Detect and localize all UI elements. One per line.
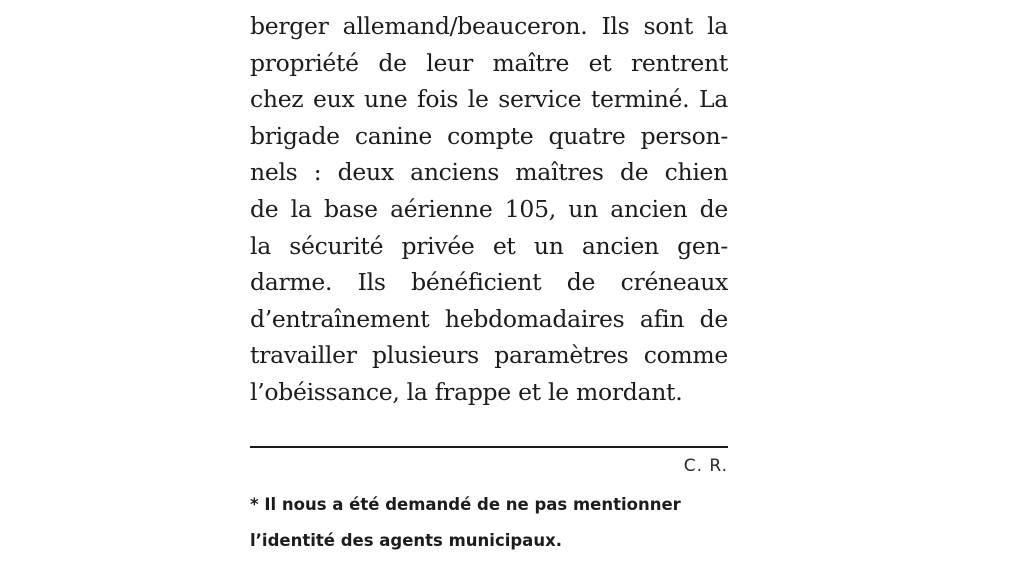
article-line: l’obéissance, la frappe et le mordant.	[250, 377, 683, 406]
footnote-line: * Il nous a été demandé de ne pas mentionner	[250, 495, 681, 514]
article-line: d’entraînement hebdomadaires afin de	[250, 304, 728, 333]
article-line: nels : deux anciens maîtres de chien	[250, 158, 728, 187]
article-line: chez eux une fois le service terminé. La	[250, 85, 728, 114]
article-column	[250, 8, 728, 411]
article-line: la sécurité privée et un ancien gen-	[250, 231, 728, 260]
footnote-line: l’identité des agents municipaux.	[250, 531, 562, 550]
article-line: brigade canine compte quatre person-	[250, 121, 728, 150]
article-paragraph	[250, 8, 728, 411]
article-line: de la base aérienne 105, un ancien de	[250, 194, 728, 223]
author-signature: C. R.	[683, 456, 728, 476]
article-line: travailler plusieurs paramètres comme	[250, 341, 728, 370]
article-line: propriété de leur maître et rentrent	[250, 48, 728, 77]
footnote	[250, 491, 730, 563]
article-line: darme. Ils bénéficient de créneaux	[250, 268, 728, 297]
article-line: berger allemand/beauceron. Ils sont la	[250, 12, 728, 40]
section-divider	[250, 446, 728, 448]
